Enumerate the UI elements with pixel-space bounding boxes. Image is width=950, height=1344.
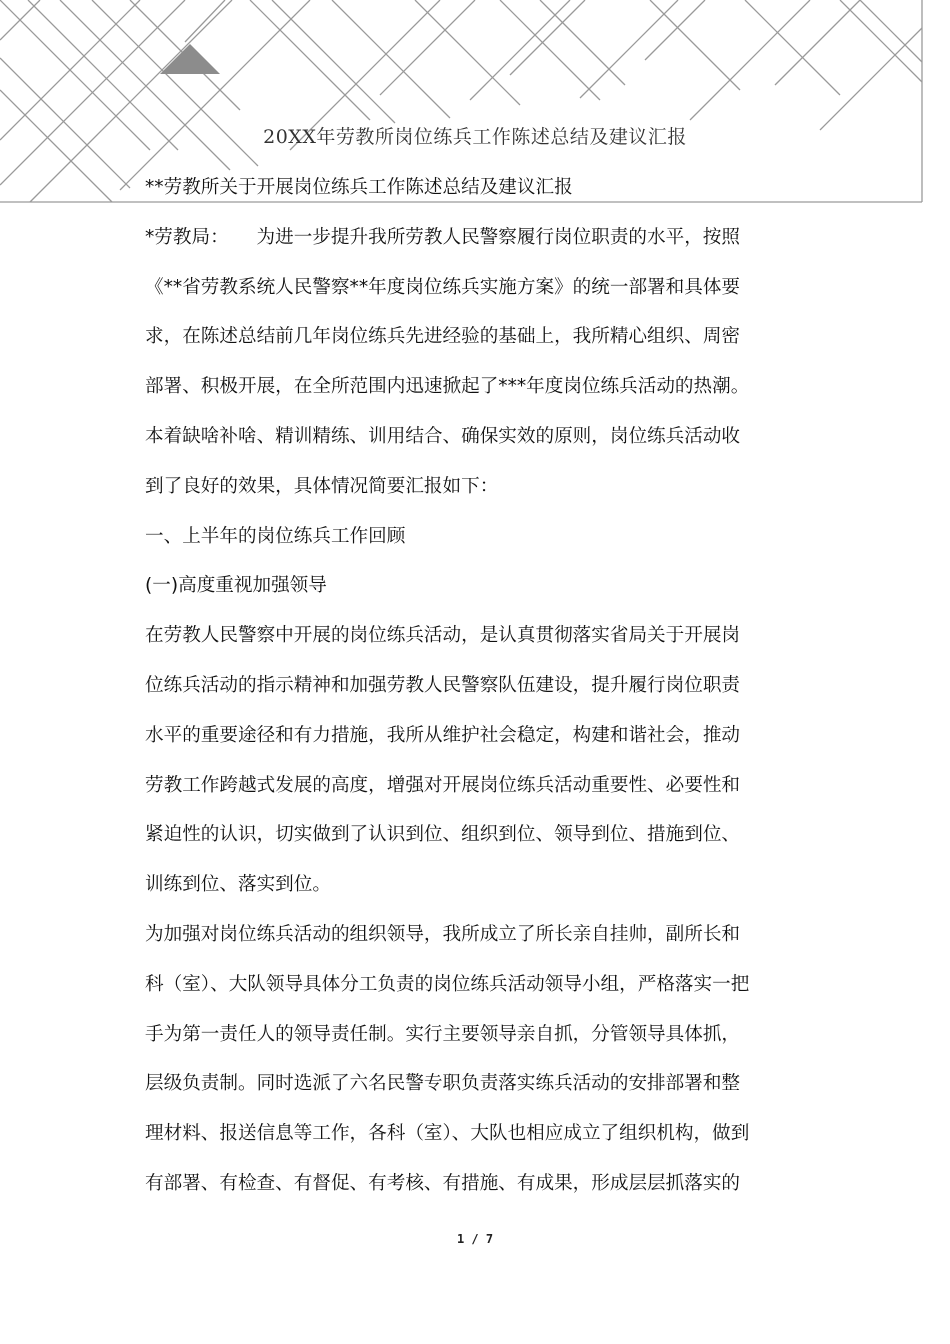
- body-line: 层级负责制。同时选派了六名民警专职负责落实练兵活动的安排部署和整: [145, 1073, 741, 1095]
- body-line: 为加强对岗位练兵活动的组织领导，我所成立了所长亲自挂帅，副所长和: [145, 923, 741, 945]
- body-line: 有部署、有检查、有督促、有考核、有措施、有成果，形成层层抓落实的: [145, 1172, 741, 1194]
- body-line: 在劳教人民警察中开展的岗位练兵活动，是认真贯彻落实省局关于开展岗: [145, 625, 741, 647]
- section-heading: 一、上半年的岗位练兵工作回顾: [145, 525, 406, 547]
- body-line: 到了良好的效果，具体情况简要汇报如下：: [145, 475, 499, 497]
- body-line: 紧迫性的认识，切实做到了认识到位、组织到位、领导到位、措施到位、: [145, 824, 741, 846]
- document-title: 20XX年劳教所岗位练兵工作陈述总结及建议汇报: [263, 126, 687, 148]
- page-indicator: 1 / 7: [456, 1232, 494, 1246]
- body-line: *劳教局： 为进一步提升我所劳教人民警察履行岗位职责的水平，按照: [145, 226, 740, 248]
- subsection-heading: (一)高度重视加强领导: [145, 575, 327, 597]
- body-line: 本着缺啥补啥、精训精练、训用结合、确保实效的原则，岗位练兵活动收: [145, 425, 741, 447]
- body-line: 科（室）、大队领导具体分工负责的岗位练兵活动领导小组，严格落实一把: [145, 973, 750, 995]
- body-line: 水平的重要途径和有力措施，我所从维护社会稳定，构建和谐社会，推动: [145, 724, 741, 746]
- body-line: 劳教工作跨越式发展的高度，增强对开展岗位练兵活动重要性、必要性和: [145, 774, 741, 796]
- body-line: **劳教所关于开展岗位练兵工作陈述总结及建议汇报: [145, 177, 573, 198]
- body-line: 位练兵活动的指示精神和加强劳教人民警察队伍建设，提升履行岗位职责: [145, 674, 741, 696]
- body-line: 《**省劳教系统人民警察**年度岗位练兵实施方案》的统一部署和具体要: [145, 276, 741, 298]
- body-line: 手为第一责任人的领导责任制。实行主要领导亲自抓，分管领导具体抓，: [145, 1023, 741, 1045]
- body-line: 理材料、报送信息等工作，各科（室）、大队也相应成立了组织机构，做到: [145, 1123, 750, 1145]
- body-line: 求，在陈述总结前几年岗位练兵先进经验的基础上，我所精心组织、周密: [145, 326, 741, 348]
- document-body: [145, 170, 810, 1216]
- body-line: 部署、积极开展，在全所范围内迅速掀起了***年度岗位练兵活动的热潮。: [145, 376, 750, 398]
- body-line: 训练到位、落实到位。: [145, 874, 331, 896]
